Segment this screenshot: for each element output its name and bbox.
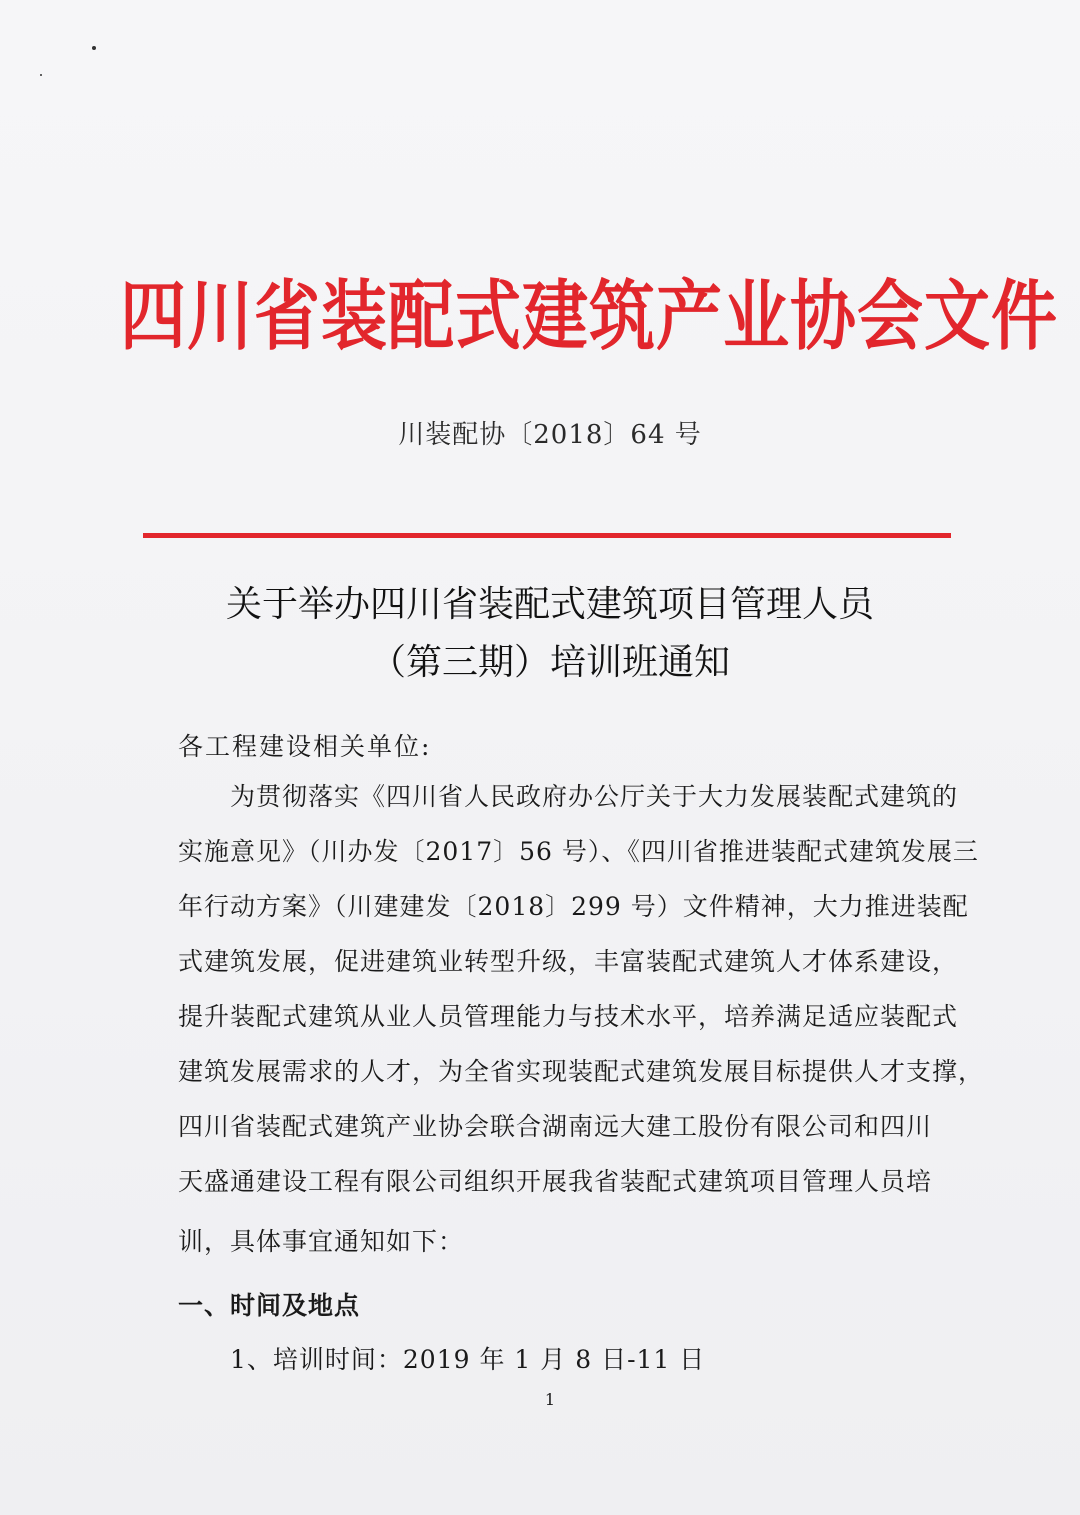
notice-title-line-1: 关于举办四川省装配式建筑项目管理人员	[225, 584, 874, 625]
document-number: 川装配协〔2018〕64 号	[398, 420, 702, 450]
page-number: 1	[544, 1390, 556, 1409]
paragraph-line: 提升装配式建筑从业人员管理能力与技术水平，培养满足适应装配式	[178, 1002, 959, 1031]
paragraph-line: 实施意见》（川办发〔2017〕56 号）、《四川省推进装配式建筑发展三	[178, 837, 979, 866]
training-time-item: 1、培训时间：2019 年 1 月 8 日-11 日	[230, 1345, 706, 1374]
organization-header: 四川省装配式建筑产业协会文件	[120, 272, 1058, 361]
salutation: 各工程建设相关单位:	[178, 732, 432, 761]
paragraph-line: 天盛通建设工程有限公司组织开展我省装配式建筑项目管理人员培	[178, 1167, 933, 1196]
paragraph-line: 为贯彻落实《四川省人民政府办公厅关于大力发展装配式建筑的	[230, 782, 959, 811]
paragraph-line: 建筑发展需求的人才，为全省实现装配式建筑发展目标提供人才支撑，	[178, 1057, 985, 1086]
paragraph-line: 四川省装配式建筑产业协会联合湖南远大建工股份有限公司和四川	[178, 1112, 933, 1141]
paragraph-line: 训，具体事宜通知如下：	[178, 1227, 465, 1256]
notice-title-line-2: （第三期）培训班通知	[369, 642, 730, 683]
paragraph-line: 式建筑发展，促进建筑业转型升级，丰富装配式建筑人才体系建设，	[178, 947, 959, 976]
paragraph-line: 年行动方案》（川建建发〔2018〕299 号）文件精神，大力推进装配	[178, 892, 969, 921]
red-divider-line	[143, 533, 951, 538]
section-heading-time-location: 一、时间及地点	[178, 1291, 361, 1320]
scan-speck	[92, 46, 96, 50]
scan-speck	[40, 74, 42, 76]
